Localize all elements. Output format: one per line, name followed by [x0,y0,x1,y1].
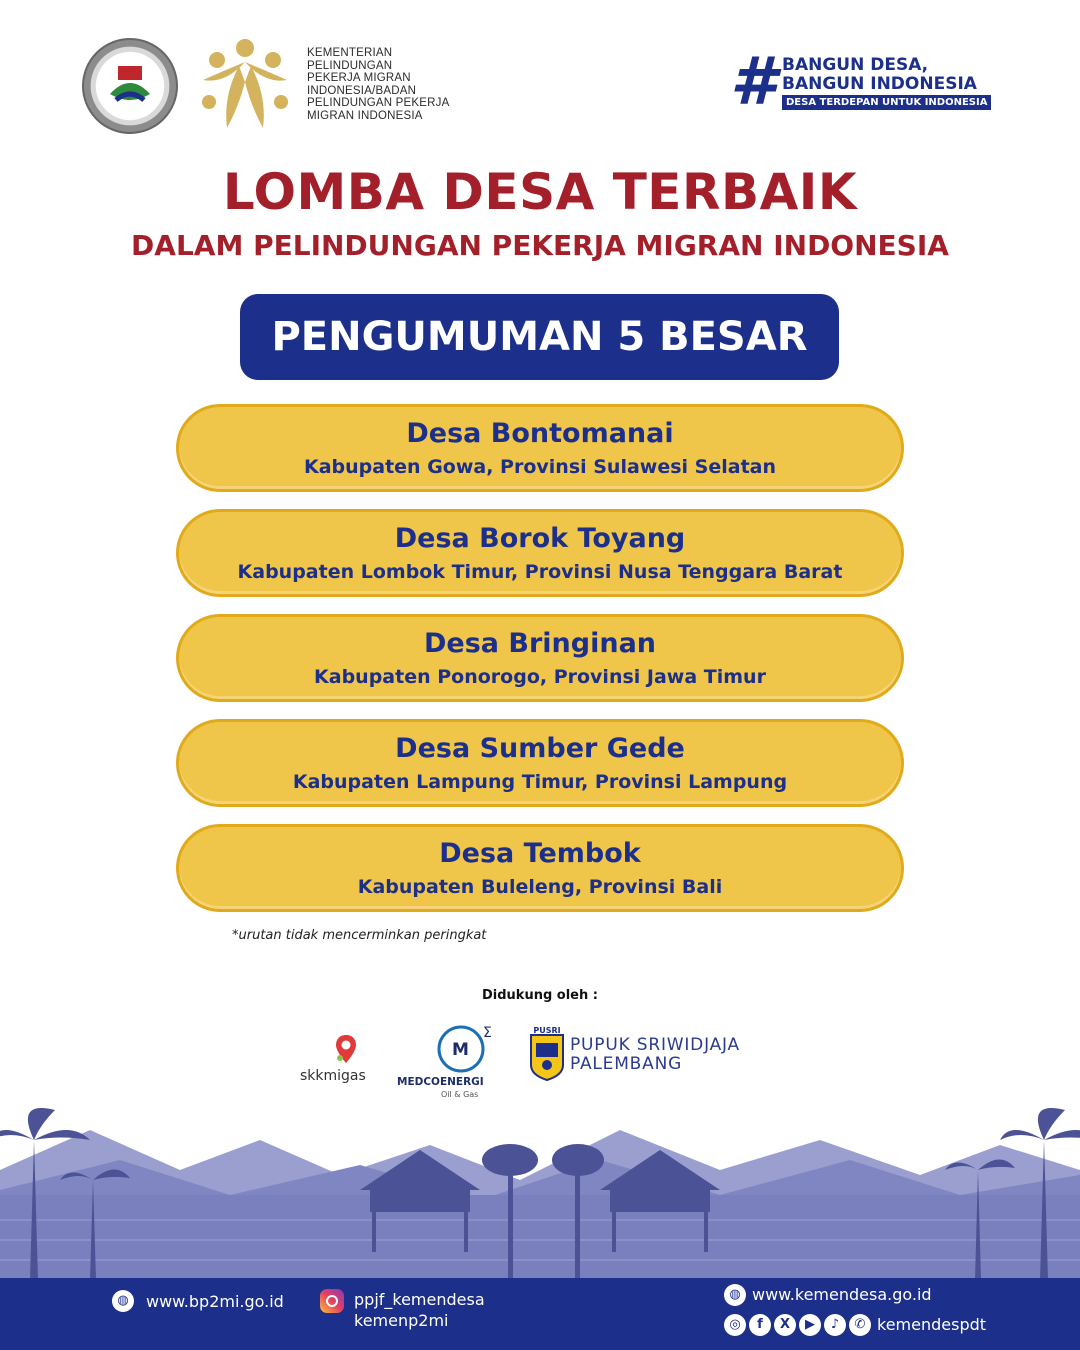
medco-logo-text: MEDCOENERGI [397,1076,484,1088]
web-icon: ◍ [112,1290,134,1312]
supported-by-label: Didukung oleh : [482,988,598,1003]
page-subtitle: DALAM PELINDUNGAN PEKERJA MIGRAN INDONESIA [131,229,949,262]
svg-text:M: M [452,1040,469,1060]
x-icon[interactable]: X [774,1314,796,1336]
village-card [176,614,904,702]
bp2mi-logo [195,36,295,132]
ranking-note: *urutan tidak mencerminkan peringkat [232,928,487,943]
hashtag-icon: # [730,43,776,120]
village-location: Kabupaten Gowa, Provinsi Sulawesi Selatan [303,456,777,478]
youtube-icon[interactable]: ▶ [799,1314,821,1336]
bp2mi-line: PELINDUNGAN PEKERJA [307,97,450,109]
hashtag-line1: BANGUN DESA, [782,55,929,75]
skkmigas-logo-text: skkmigas [300,1068,366,1084]
web-icon: ◍ [724,1284,746,1306]
bp2mi-website-link[interactable]: www.bp2mi.go.id [146,1292,284,1311]
pusri-logo-text [570,1036,740,1074]
village-name: Desa Bontomanai [406,418,674,449]
social-handle[interactable]: kemendespdt [877,1315,987,1334]
instagram-handle-1[interactable]: ppjf_kemendesa [354,1290,485,1309]
hashtag-logo [730,43,988,130]
village-card [176,824,904,912]
kemendes-logo [82,38,178,134]
bp2mi-line: PEKERJA MIGRAN [307,72,411,84]
village-location: Kabupaten Lampung Timur, Provinsi Lampung [292,771,788,793]
pusri-label: PUSRI [533,1026,561,1035]
bp2mi-line: MIGRAN INDONESIA [307,109,423,122]
village-name: Desa Borok Toyang [394,523,686,554]
page-title: LOMBA DESA TERBAIK [222,163,858,221]
village-location: Kabupaten Buleleng, Provinsi Bali [357,876,723,898]
medco-logo [433,1024,497,1074]
village-card [176,509,904,597]
pusri-line1: PUPUK SRIWIDJAJA [570,1035,740,1055]
medco-subtext: Oil & Gas [441,1090,479,1099]
tiktok-icon[interactable]: ♪ [824,1314,846,1336]
village-name: Desa Bringinan [423,628,657,659]
village-name: Desa Tembok [439,838,641,869]
footer-bar [0,1278,1080,1350]
bp2mi-line: KEMENTERIAN [307,47,393,59]
village-landscape-illustration [0,1100,1080,1280]
instagram-handle-2[interactable]: kemenp2mi [354,1311,449,1330]
village-location: Kabupaten Lombok Timur, Provinsi Nusa Tenggara Barat [237,561,843,583]
announcement-banner: PENGUMUMAN 5 BESAR [240,294,839,380]
pusri-shield-icon [528,1025,566,1081]
bp2mi-line: PELINDUNGAN [307,59,393,72]
whatsapp-icon[interactable]: ✆ [849,1314,871,1336]
village-name: Desa Sumber Gede [395,733,685,764]
kemendesa-website-link[interactable]: www.kemendesa.go.id [752,1285,932,1304]
village-card [176,404,904,492]
bp2mi-name [307,47,477,122]
village-card [176,719,904,807]
bp2mi-line: INDONESIA/BADAN [307,84,417,97]
skkmigas-pin-icon [334,1034,358,1064]
hashtag-line2: BANGUN INDONESIA [782,74,977,94]
pusri-line2: PALEMBANG [570,1054,683,1074]
instagram-icon[interactable]: ◎ [724,1314,746,1336]
facebook-icon[interactable]: f [749,1314,771,1336]
instagram-icon [320,1289,344,1313]
village-location: Kabupaten Ponorogo, Provinsi Jawa Timur [314,666,766,688]
hashtag-tagline: DESA TERDEPAN UNTUK INDONESIA [782,95,991,110]
svg-text:Σ: Σ [483,1025,492,1041]
